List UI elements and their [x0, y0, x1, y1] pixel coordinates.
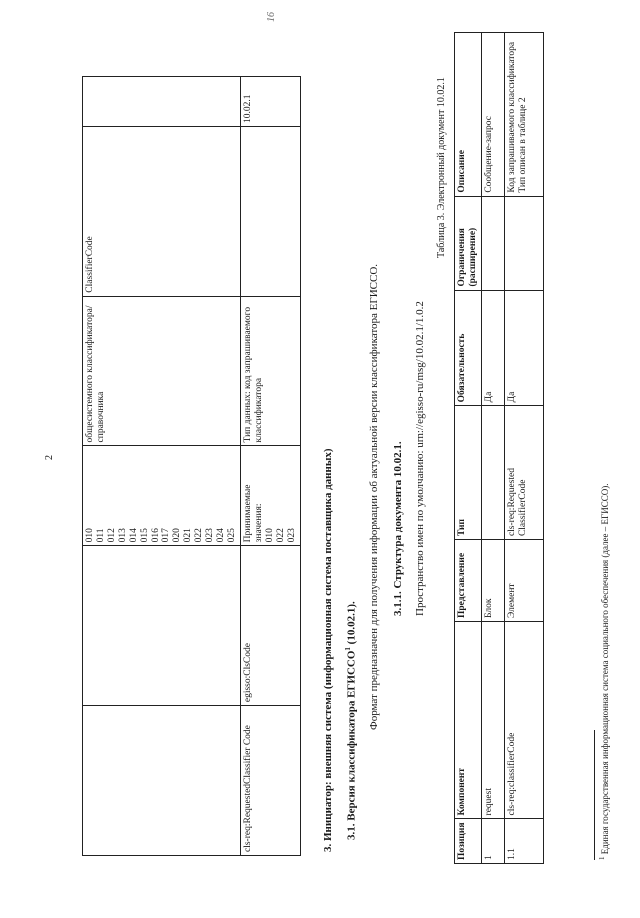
table-cell: общесистемного классификатора/ справочника [83, 296, 241, 446]
table-cell [83, 77, 241, 127]
table-cell: cls-req:Requested ClassifierCode [504, 406, 543, 540]
table-row [504, 33, 543, 864]
table-cell [481, 196, 504, 290]
table-cell [83, 546, 241, 706]
table-cell: Принимаемые значения: 010 022 023 [240, 446, 300, 546]
namespace-paragraph: Пространство имен по умолчанию: urn://egisso-ru/msg/10.02.1/1.0.2 [414, 301, 426, 616]
format-paragraph: Формат предназначен для получения информации об актуальной версии классификатора ЕГИССО. [368, 263, 380, 730]
table-cell: Да [504, 290, 543, 406]
table-cell [240, 126, 300, 296]
column-header: Позиция [455, 819, 482, 864]
table-header-row [455, 33, 482, 864]
column-header: Описание [455, 33, 482, 197]
table-caption: Таблица 3. Электронный документ 10.02.1 [436, 77, 447, 258]
column-header: Компонент [455, 622, 482, 819]
column-header: Обязательность [455, 290, 482, 406]
table-cell [481, 406, 504, 540]
table-row [481, 33, 504, 864]
table-cell: Элемент [504, 540, 543, 622]
footnote-divider [594, 730, 595, 860]
table-cell [83, 706, 241, 856]
table-cell: cls-req:RequestedClassifier Code [240, 706, 300, 856]
footnote-text: Единая государственная информационная система социального обеспечения (далее – ЕГИССО). [600, 483, 610, 857]
footnote [598, 484, 610, 861]
table-cell [504, 196, 543, 290]
table-cell: 1 [481, 819, 504, 864]
table-cell: ClassifierCode [83, 126, 241, 296]
subsection-heading-tail: (10.02.1). [345, 601, 358, 648]
table-cell: Тип данных: код запрашиваемого классификатора [240, 296, 300, 446]
table-cell: egisso:ClsCode [240, 546, 300, 706]
table-cell: 10.02.1 [240, 77, 300, 127]
section-heading: 3. Инициатор: внешняя система (информационная система поставщика данных) [322, 448, 334, 852]
table-row [240, 77, 300, 856]
column-header: Представление [455, 540, 482, 622]
subsection-heading-text: 3.1. Версия классификатора ЕГИССО [345, 650, 358, 840]
document-structure-table [454, 32, 544, 864]
column-header: Ограничения (расширение) [455, 196, 482, 290]
continued-table [82, 76, 301, 856]
table-row [83, 77, 241, 856]
table-cell: Блок [481, 540, 504, 622]
handwritten-page-number: 16 [266, 12, 277, 22]
footnote-marker: 1 [598, 856, 606, 860]
column-header: Тип [455, 406, 482, 540]
structure-heading: 3.1.1. Структура документа 10.02.1. [392, 441, 404, 616]
table-cell: 010 011 012 013 014 015 016 017 020 021 022 023 024 025 [83, 446, 241, 546]
table-cell: Сообщение-запрос [481, 33, 504, 197]
subsection-heading [344, 601, 358, 840]
table-cell: 1.1 [504, 819, 543, 864]
table-cell: cls-req:classifierCode [504, 622, 543, 819]
footnote-ref: 1 [344, 647, 352, 651]
page-number: 2 [44, 455, 55, 460]
table-cell: Код запрашиваемого классификатора Тип описан в таблице 2 [504, 33, 543, 197]
table-cell: Да [481, 290, 504, 406]
table-cell: request [481, 622, 504, 819]
